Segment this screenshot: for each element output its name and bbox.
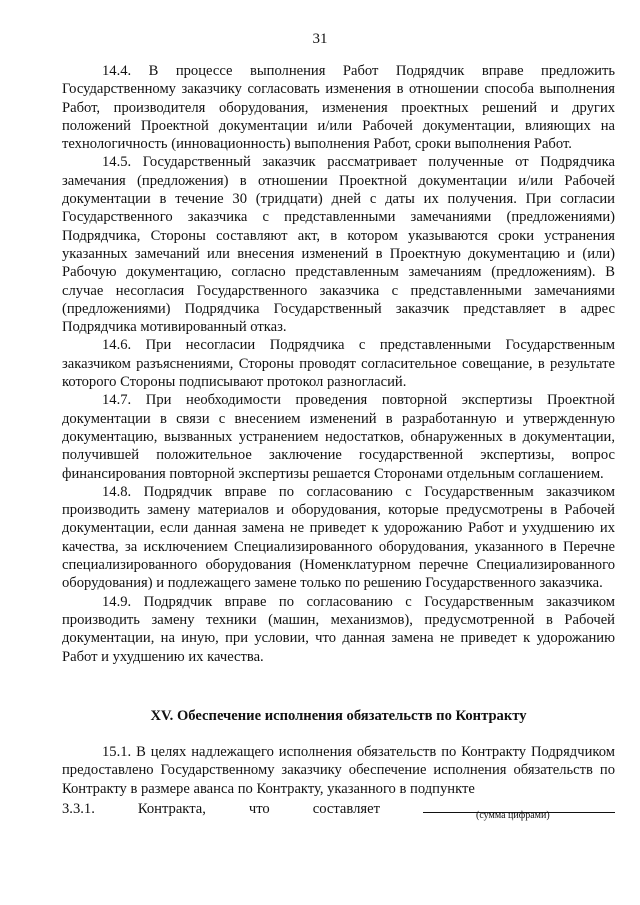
- paragraph-14-7: 14.7. При необходимости проведения повторной экспертизы Проектной документации в связи с внесением изменений в разработанную и утвержденную документацию, вызванных устранением недостатков, обнаруженных в документации, получившей положительное заключение государственной экспертизы, вопрос финансирования повторной экспертизы решается Сторонами отдельным соглашением.: [62, 392, 615, 482]
- amount-blank-caption: (сумма цифрами): [476, 810, 550, 821]
- paragraph-14-9: 14.9. Подрядчик вправе по согласованию с Государственным заказчиком производить замену техники (машин, механизмов), предусмотренной в Рабочей документации, на иную, при условии, что данная замена не приведет к удорожанию Работ и ухудшению их качества.: [62, 593, 615, 665]
- section-14-body: [62, 62, 615, 666]
- paragraph-14-4: 14.4. В процессе выполнения Работ Подрядчик вправе предложить Государственному заказчику согласовать изменения в отношении способа выполнения Работ, производителя оборудования, изменения проектных решений и других положений Проектной документации и/или Рабочей документации, влияющих на технологичность (инновационность) выполнения Работ, сроки выполнения Работ.: [62, 63, 615, 153]
- section-15-body: [62, 743, 615, 818]
- that-word: что: [248, 800, 270, 817]
- paragraph-15-1: 15.1. В целях надлежащего исполнения обязательств по Контракту Подрядчиком предоставлено Государственному заказчику обеспечение исполнения обязательств по Контракту в размере аванса по Контракту, указанного в подпункте: [62, 744, 615, 797]
- amounts-word: составляет: [312, 800, 380, 817]
- paragraph-14-5: 14.5. Государственный заказчик рассматривает полученные от Подрядчика замечания (предложения) в отношении Проектной документации и/или Рабочей документации в течение 30 (тридцати) дней с даты их получения. При согласии Государственного заказчика с представленными замечаниями (предложениями) Подрядчика, Стороны составляют акт, в котором указываются сроки устранения указанных замечаний или внесения изменений в Проектную документацию и (или) Рабочую документацию, согласно представленным замечаниям (предложениям). В случае несогласия Государственного заказчика с представленными замечаниями (предложениями) Подрядчика Государственный заказчик представляет в адрес Подрядчика мотивированный отказ.: [62, 154, 615, 336]
- contract-word: Контракта,: [137, 800, 206, 817]
- paragraph-14-8: 14.8. Подрядчик вправе по согласованию с Государственным заказчиком производить замену материалов и оборудования, которые предусмотрены в Рабочей документации, если данная замена не приведет к удорожанию Работ и ухудшению их качества, за исключением Специализированного оборудования, указанного в Перечне специализированного оборудования (Номенклатурном перечне Специализированного оборудования) и подлежащего замене только по решению Государственного заказчика.: [62, 483, 615, 592]
- paragraph-14-6: 14.6. При несогласии Подрядчика с представленными Государственным заказчиком разъяснениями, Стороны проводят согласительное совещание, в результате которого Стороны подписывают протокол разногласий.: [62, 337, 615, 391]
- page-number: 31: [312, 31, 328, 47]
- section-title: XV. Обеспечение исполнения обязательств по Контракту: [150, 708, 527, 724]
- subclause-ref: 3.3.1.: [62, 800, 95, 817]
